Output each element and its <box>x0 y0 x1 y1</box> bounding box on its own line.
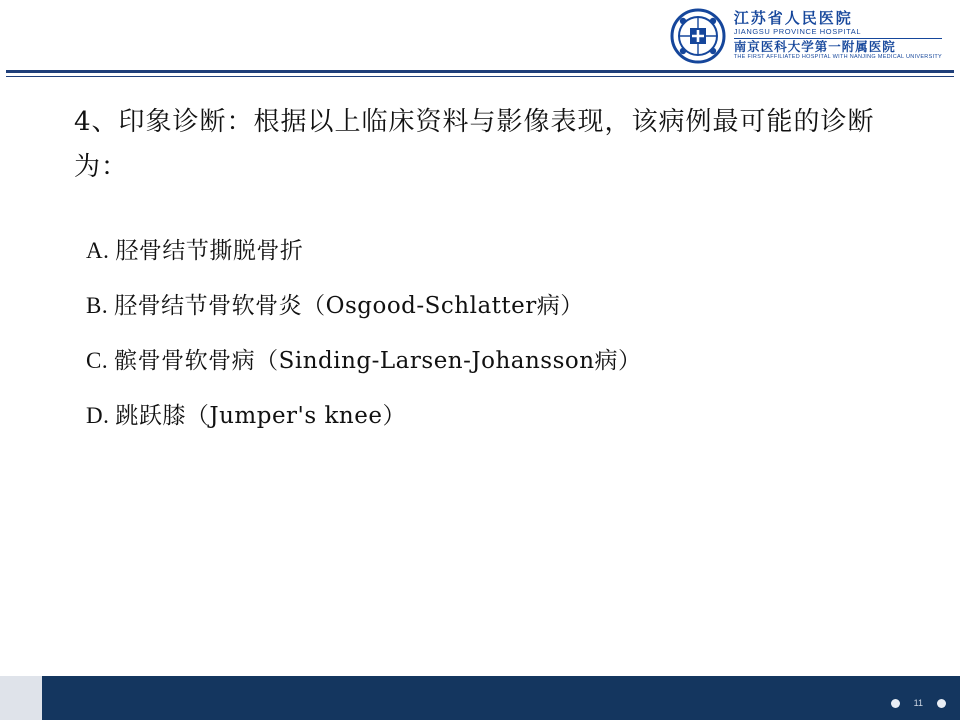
option-d-text: 跳跃膝（Jumper's knee） <box>115 402 406 429</box>
hospital-emblem-icon <box>670 8 726 64</box>
header-rule-thick <box>6 70 954 73</box>
options-list <box>86 236 906 456</box>
question-text: 4、印象诊断：根据以上临床资料与影像表现，该病例最可能的诊断为： <box>74 107 875 182</box>
option-a <box>86 236 906 267</box>
option-b <box>86 291 906 322</box>
hospital-logo <box>670 8 942 64</box>
option-c-label: C. <box>86 347 109 373</box>
page-number: 11 <box>913 698 923 708</box>
hospital-name-cn: 江苏省人民医院 <box>733 10 853 28</box>
footer-navigation[interactable] <box>891 698 946 708</box>
option-a-label: A. <box>86 238 110 263</box>
hospital-subname-cn: 南京医科大学第一附属医院 <box>733 39 896 54</box>
next-slide-dot-icon[interactable] <box>937 699 946 708</box>
option-c-text: 髌骨骨软骨病（Sinding-Larsen-Johansson病） <box>114 347 642 374</box>
hospital-name-en: JIANGSU PROVINCE HOSPITAL <box>733 26 862 36</box>
option-d <box>86 401 906 432</box>
prev-slide-dot-icon[interactable] <box>891 699 900 708</box>
hospital-subname-en: THE FIRST AFFILIATED HOSPITAL WITH NANJING MEDICAL UNIVERSITY <box>733 53 942 60</box>
footer-left-block <box>0 676 42 720</box>
option-c <box>86 346 906 377</box>
option-b-text: 胫骨结节骨软骨炎（Osgood-Schlatter病） <box>114 292 584 319</box>
hospital-logo-text <box>734 11 942 61</box>
slide-footer <box>0 676 960 720</box>
slide-header <box>0 0 960 76</box>
option-a-text: 胫骨结节撕脱骨折 <box>115 238 304 264</box>
header-rule-thin <box>6 76 954 77</box>
logo-divider <box>734 38 942 39</box>
option-d-label: D. <box>86 402 110 428</box>
option-b-label: B. <box>86 292 109 318</box>
